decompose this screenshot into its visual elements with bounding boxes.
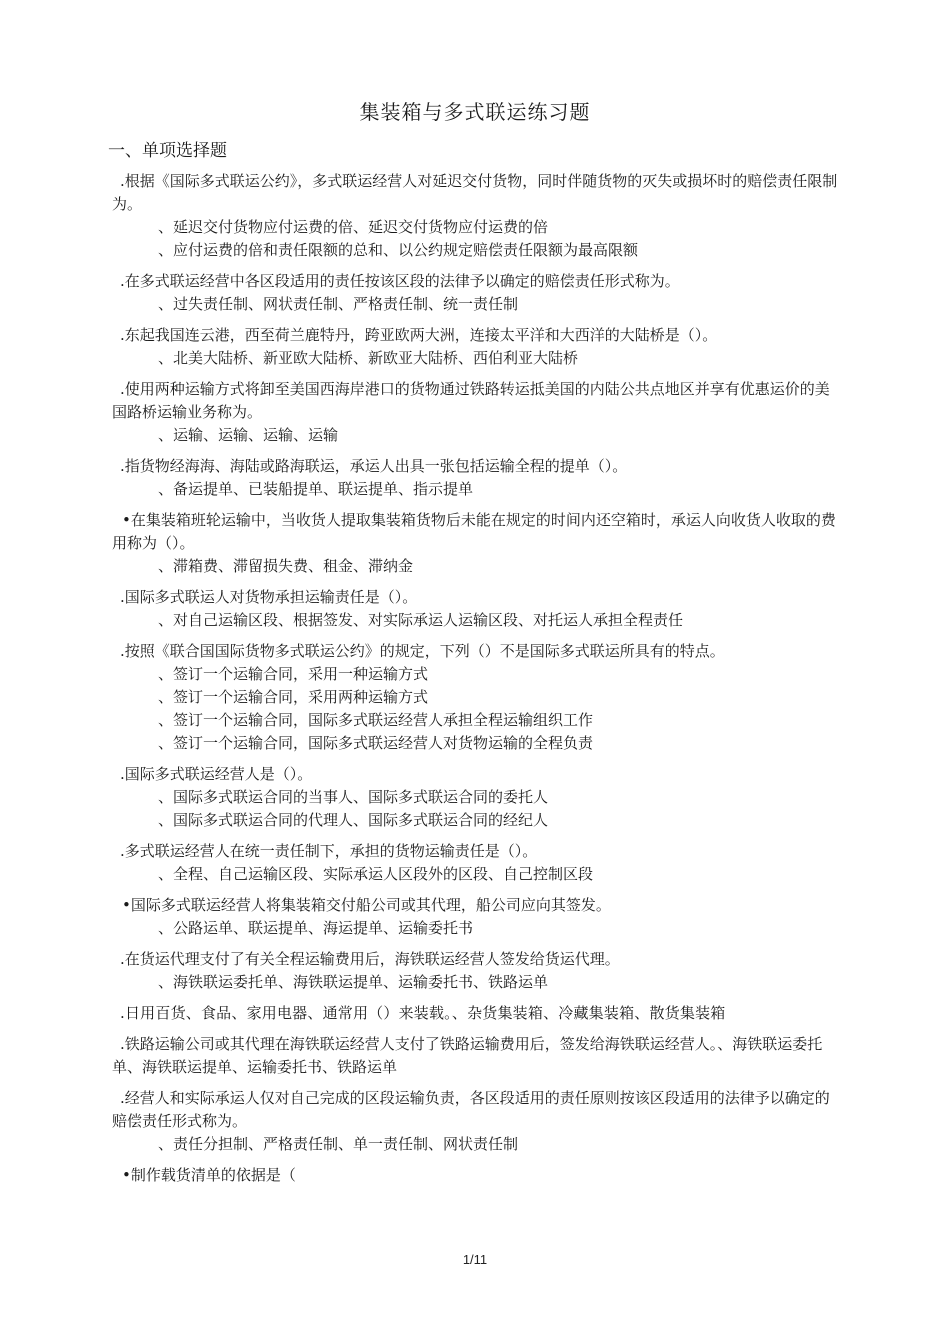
question-8: [112, 640, 842, 755]
question-13: [112, 1002, 842, 1025]
question-options: 、应付运费的倍和责任限额的总和、以公约规定赔偿责任限额为最高限额: [158, 241, 639, 259]
question-options: 、国际多式联运合同的当事人、国际多式联运合同的委托人: [158, 788, 549, 806]
question-options: 、全程、自己运输区段、实际承运人区段外的区段、自己控制区段: [158, 865, 594, 883]
question-5: [112, 455, 842, 501]
section-heading: 一、单项选择题: [108, 141, 227, 161]
question-options: 、北美大陆桥、新亚欧大陆桥、新欧亚大陆桥、西伯利亚大陆桥: [158, 349, 579, 367]
question-options: 、责任分担制、严格责任制、单一责任制、网状责任制: [158, 1135, 519, 1153]
document-title: 集装箱与多式联运练习题: [359, 100, 591, 124]
page-number: 1/11: [462, 1252, 488, 1267]
question-text: .铁路运输公司或其代理在海铁联运经营人支付了铁路运输费用后，签发给海铁联运经营人。、海铁联运委托单、海铁联运提单、运输委托书、铁路运单: [112, 1035, 823, 1076]
question-text: •制作载货清单的依据是（: [122, 1166, 296, 1184]
question-text: .使用两种运输方式将卸至美国西海岸港口的货物通过铁路转运抵美国的内陆公共点地区并享有优惠运价的美国路桥运输业务称为。: [112, 380, 830, 421]
question-6: [112, 509, 842, 578]
question-9: [112, 763, 842, 832]
question-options: 、对自己运输区段、根据签发、对实际承运人运输区段、对托运人承担全程责任: [158, 611, 684, 629]
question-text: .多式联运经营人在统一责任制下，承担的货物运输责任是（）。: [120, 842, 538, 860]
question-text: .根据《国际多式联运公约》，多式联运经营人对延迟交付货物，同时伴随货物的灭失或损坏时的赔偿责任限制为。: [112, 172, 838, 213]
question-2: [112, 270, 842, 316]
question-7: [112, 586, 842, 632]
question-text: .日用百货、食品、家用电器、通常用（）来装载。、杂货集装箱、冷藏集装箱、散货集装箱: [120, 1004, 726, 1022]
question-options: 、签订一个运输合同，国际多式联运经营人对货物运输的全程负责: [158, 734, 594, 752]
question-1: [112, 170, 842, 262]
question-options: 、国际多式联运合同的代理人、国际多式联运合同的经纪人: [158, 811, 549, 829]
question-options: 、备运提单、已装船提单、联运提单、指示提单: [158, 480, 474, 498]
question-text: .国际多式联运人对货物承担运输责任是（）。: [120, 588, 418, 606]
question-text: •在集装箱班轮运输中，当收货人提取集装箱货物后未能在规定的时间内还空箱时，承运人向收货人收取的费用称为（）。: [112, 511, 836, 552]
question-14: [112, 1033, 842, 1079]
question-text: .国际多式联运经营人是（）。: [120, 765, 313, 783]
question-options: 、签订一个运输合同，采用两种运输方式: [158, 688, 429, 706]
question-text: .经营人和实际承运人仅对自己完成的区段运输负责，各区段适用的责任原则按该区段适用的法律予以确定的赔偿责任形式称为。: [112, 1089, 830, 1130]
question-options: 、延迟交付货物应付运费的倍、延迟交付货物应付运费的倍: [158, 218, 549, 236]
question-options: 、滞箱费、滞留损失费、租金、滞纳金: [158, 557, 414, 575]
question-16: [112, 1164, 842, 1187]
question-15: [112, 1087, 842, 1156]
question-options: 、运输、运输、运输、运输: [158, 426, 339, 444]
question-options: 、过失责任制、网状责任制、严格责任制、统一责任制: [158, 295, 519, 313]
question-3: [112, 324, 842, 370]
question-text: .指货物经海海、海陆或路海联运，承运人出具一张包括运输全程的提单（）。: [120, 457, 628, 475]
question-options: 、签订一个运输合同，国际多式联运经营人承担全程运输组织工作: [158, 711, 594, 729]
question-12: [112, 948, 842, 994]
question-text: •国际多式联运经营人将集装箱交付船公司或其代理，船公司应向其签发。: [122, 896, 611, 914]
question-text: .按照《联合国国际货物多式联运公约》的规定，下列（）不是国际多式联运所具有的特点。: [120, 642, 725, 660]
question-options: 、公路运单、联运提单、海运提单、运输委托书: [158, 919, 474, 937]
question-10: [112, 840, 842, 886]
question-11: [112, 894, 842, 940]
question-list: [112, 170, 842, 1195]
question-options: 、签订一个运输合同，采用一种运输方式: [158, 665, 429, 683]
question-4: [112, 378, 842, 447]
question-text: .在货运代理支付了有关全程运输费用后，海铁联运经营人签发给货运代理。: [120, 950, 620, 968]
question-text: .在多式联运经营中各区段适用的责任按该区段的法律予以确定的赔偿责任形式称为。: [120, 272, 680, 290]
question-options: 、海铁联运委托单、海铁联运提单、运输委托书、铁路运单: [158, 973, 549, 991]
question-text: .东起我国连云港，西至荷兰鹿特丹，跨亚欧两大洲，连接太平洋和大西洋的大陆桥是（）。: [120, 326, 718, 344]
